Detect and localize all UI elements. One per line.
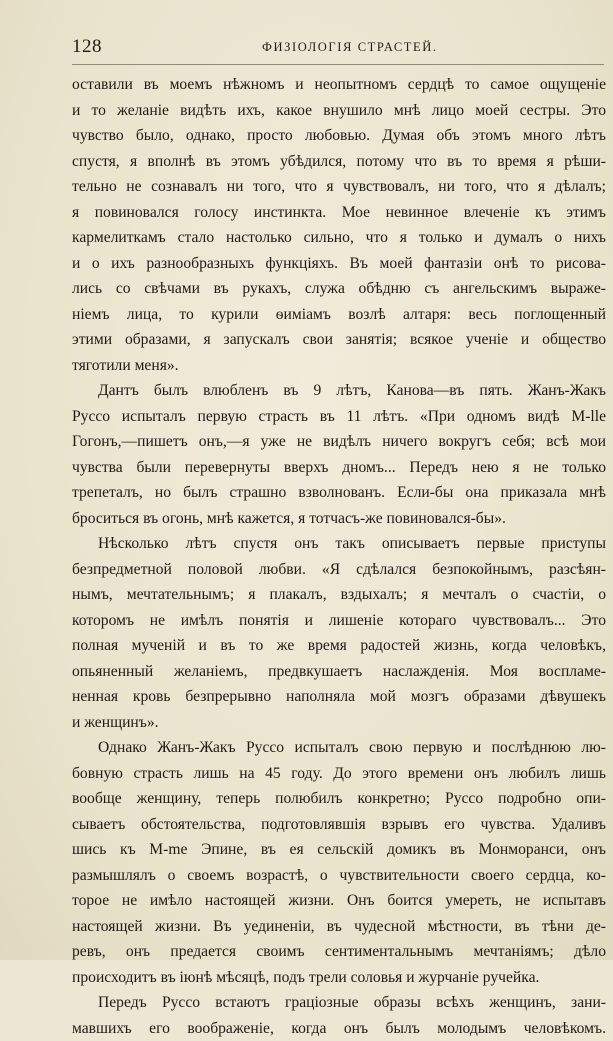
text-line: чувства были перевернуты вверхъ дномъ... Передъ нею я не только	[72, 455, 606, 481]
text-line: торое не имѣло настоящей жизни. Онъ боится умереть, не испытавъ	[72, 888, 606, 914]
text-line: бовную страсть лишь на 45 году. До этого времени онъ любилъ лишь	[72, 761, 606, 787]
text-line: спустя, я вполнѣ въ этомъ убѣдился, потому что въ то время я рѣши-	[72, 149, 606, 175]
text-line: я повиновался голосу инстинкта. Мое невинное влеченіе къ этимъ	[72, 200, 606, 226]
body-text	[72, 72, 606, 1041]
text-line: опьяненный желаніемъ, предвкушаетъ наслажденія. Моя воспламе-	[72, 659, 606, 685]
text-line: которомъ не имѣлъ понятія и лишеніе котораго чувствовалъ... Это	[72, 608, 606, 634]
running-title: ФИЗІОЛОГІЯ СТРАСТЕЙ.	[262, 40, 438, 55]
text-line: Дантъ былъ влюбленъ въ 9 лѣтъ, Канова—въ пять. Жанъ-Жакъ	[72, 378, 606, 404]
text-line: лись со свѣчами въ рукахъ, служа обѣдню съ ангельскимъ выраже-	[72, 276, 606, 302]
text-line: кармелиткамъ стало настолько сильно, что я только и думалъ о нихъ	[72, 225, 606, 251]
text-line: и женщинъ».	[72, 710, 606, 736]
text-line: мавшихъ его воображеніе, когда онъ былъ молодымъ человѣкомъ.	[72, 1016, 606, 1041]
text-line: трепеталъ, но былъ страшно взволнованъ. Если-бы она приказала мнѣ	[72, 480, 606, 506]
text-line: настоящей жизни. Въ уединеніи, въ чудесной мѣстности, въ тѣни де-	[72, 914, 606, 940]
text-line: ревъ, онъ предается своимъ сентиментальнымъ мечтаніямъ; дѣло	[72, 939, 606, 965]
text-line: сываетъ обстоятельства, подготовлявшія взрывъ его чувства. Удаливъ	[72, 812, 606, 838]
text-line: полная мученій и въ то же время радостей жизнь, когда человѣкъ,	[72, 633, 606, 659]
text-line: безпредметной половой любви. «Я сдѣлался безпокойнымъ, разсѣян-	[72, 557, 606, 583]
text-line: ніемъ лица, то курили ѳиміамъ возлѣ алтаря: весь поглощенный	[72, 302, 606, 328]
text-line: вообще женщину, теперь полюбилъ конкретно; Руссо подробно опи-	[72, 786, 606, 812]
header-rule	[72, 64, 604, 65]
text-line: Нѣсколько лѣтъ спустя онъ такъ описываетъ первые приступы	[72, 531, 606, 557]
text-line: тяготили меня».	[72, 353, 606, 379]
text-line: тельно не сознавалъ ни того, что я чувствовалъ, ни того, что я дѣлалъ;	[72, 174, 606, 200]
text-line: Руссо испыталъ первую страсть въ 11 лѣтъ. «При одномъ видѣ M-lle	[72, 404, 606, 430]
text-line: броситься въ огонь, мнѣ кажется, я тотчасъ-же повиновался-бы».	[72, 506, 606, 532]
page-header	[72, 36, 604, 60]
text-line: и то желаніе видѣть ихъ, какое внушило мнѣ лицо моей сестры. Это	[72, 98, 606, 124]
text-line: Гогонъ,—пишетъ онъ,—я уже не видѣлъ ничего вокругъ себя; всѣ мои	[72, 429, 606, 455]
text-line: нымъ, мечтательнымъ; я плакалъ, вздыхалъ; я мечталъ о счастіи, о	[72, 582, 606, 608]
text-line: этими образами, я запускалъ свои занятія; всякое ученіе и общество	[72, 327, 606, 353]
text-line: чувство было, однако, просто любовью. Думая объ этомъ много лѣтъ	[72, 123, 606, 149]
text-line: происходитъ въ іюнѣ мѣсяцѣ, подъ трели соловья и журчаніе ручейка.	[72, 965, 606, 991]
page-number: 128	[72, 36, 102, 58]
text-line: ненная кровь безпрерывно наполняла мой мозгъ образами дѣвушекъ	[72, 684, 606, 710]
text-line: и о ихъ разнообразныхъ функціяхъ. Въ моей фантазіи онѣ то рисова-	[72, 251, 606, 277]
text-line: шись къ M-me Эпине, въ ея сельскій домикъ въ Монморанси, онъ	[72, 837, 606, 863]
text-line: Передъ Руссо встаютъ граціозные образы всѣхъ женщинъ, зани-	[72, 990, 606, 1016]
text-line: Однако Жанъ-Жакъ Руссо испыталъ свою первую и послѣднюю лю-	[72, 735, 606, 761]
text-line: размышлялъ о своемъ возрастѣ, о чувствительности своего сердца, ко-	[72, 863, 606, 889]
text-line: оставили въ моемъ нѣжномъ и неопытномъ сердцѣ то самое ощущеніе	[72, 72, 606, 98]
